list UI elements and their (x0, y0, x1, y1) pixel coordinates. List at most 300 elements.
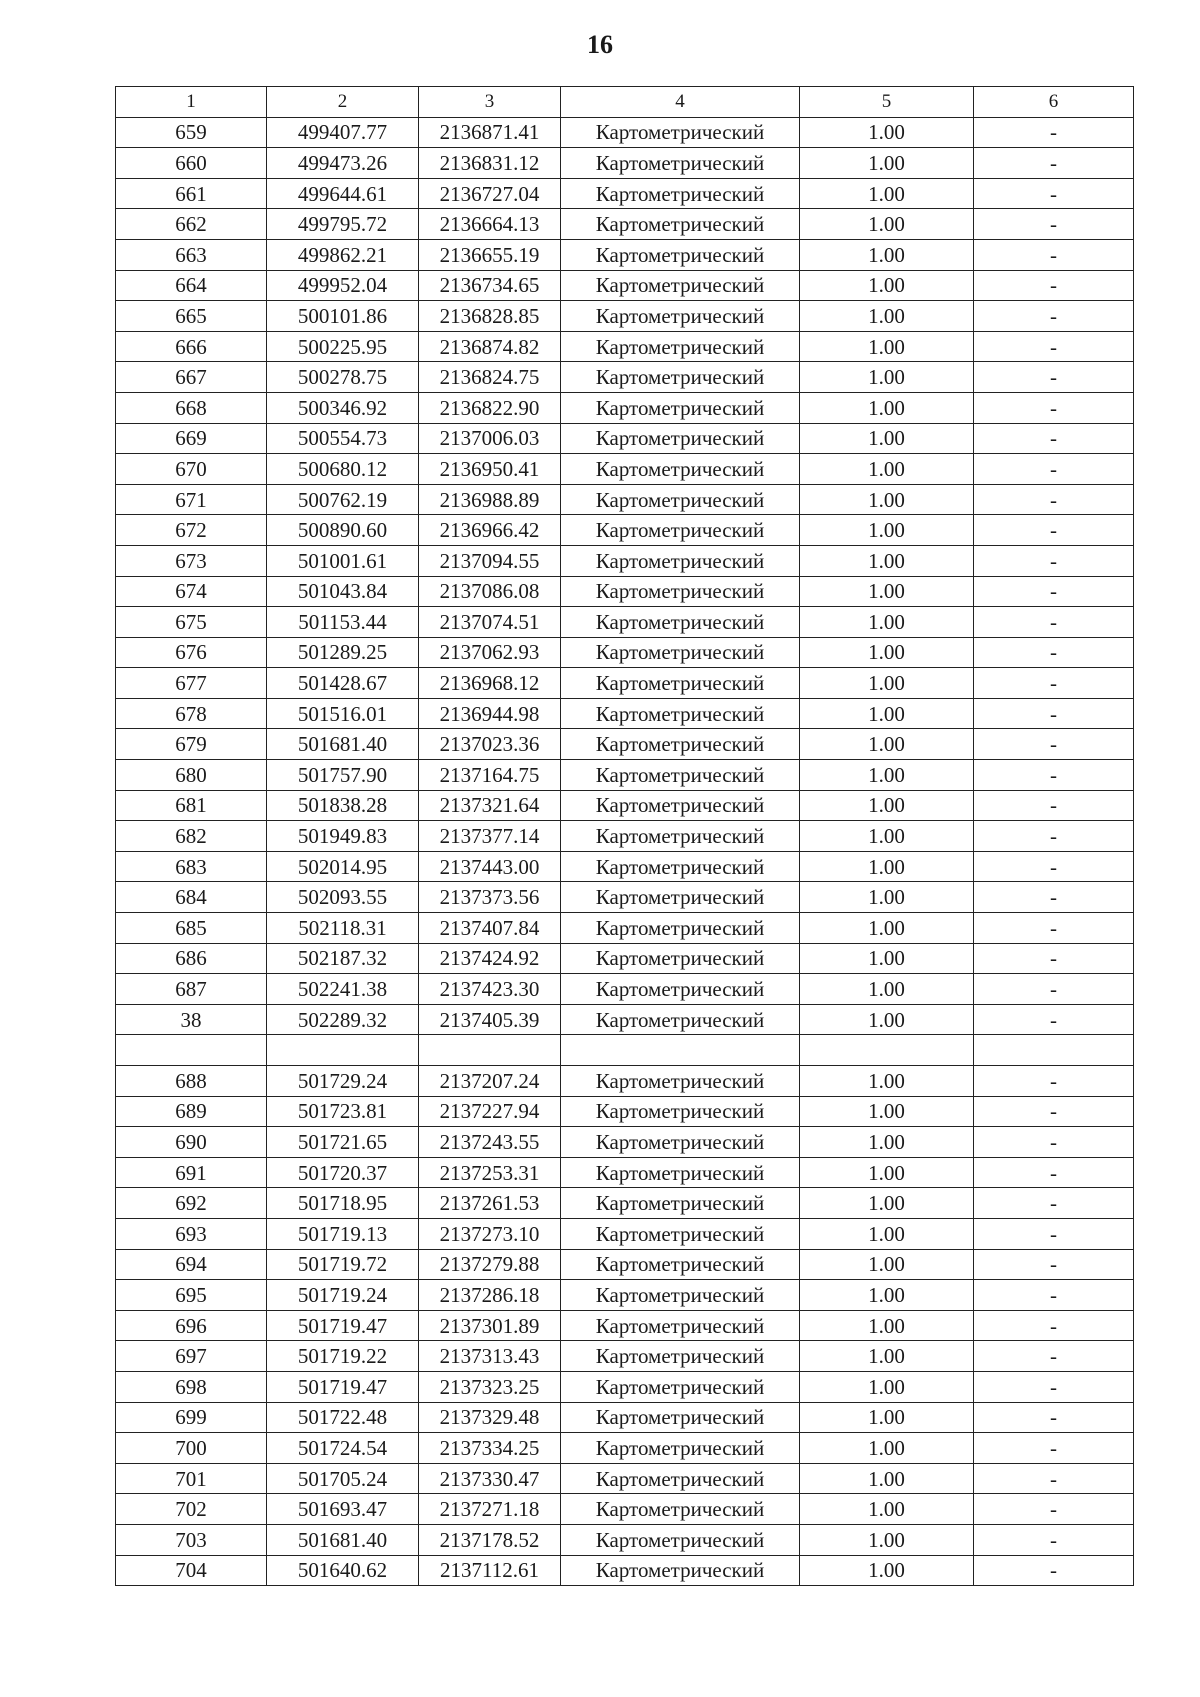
accuracy-cell: 1.00 (800, 1524, 974, 1555)
table-row (116, 1341, 1134, 1372)
accuracy-cell: 1.00 (800, 1066, 974, 1097)
y-coordinate-cell: 2137301.89 (419, 1310, 561, 1341)
x-coordinate-cell: 499952.04 (267, 270, 419, 301)
point-number-cell: 661 (116, 178, 267, 209)
description-cell: - (974, 1127, 1134, 1158)
x-coordinate-cell: 499407.77 (267, 117, 419, 148)
description-cell: - (974, 270, 1134, 301)
y-coordinate-cell: 2137074.51 (419, 607, 561, 638)
description-cell: - (974, 148, 1134, 179)
table-row (116, 760, 1134, 791)
method-cell: Картометрический (561, 515, 800, 546)
y-coordinate-cell: 2137178.52 (419, 1524, 561, 1555)
accuracy-cell: 1.00 (800, 974, 974, 1005)
point-number-cell: 695 (116, 1280, 267, 1311)
table-row (116, 1249, 1134, 1280)
table-row (116, 1280, 1134, 1311)
x-coordinate-cell: 501043.84 (267, 576, 419, 607)
x-coordinate-cell: 502014.95 (267, 851, 419, 882)
table-row (116, 1218, 1134, 1249)
accuracy-cell: 1.00 (800, 607, 974, 638)
y-coordinate-cell: 2137373.56 (419, 882, 561, 913)
method-cell: Картометрический (561, 545, 800, 576)
method-cell: Картометрический (561, 1341, 800, 1372)
table-row (116, 209, 1134, 240)
accuracy-cell: 1.00 (800, 362, 974, 393)
x-coordinate-cell: 501289.25 (267, 637, 419, 668)
method-cell: Картометрический (561, 1494, 800, 1525)
x-coordinate-cell: 501729.24 (267, 1066, 419, 1097)
x-coordinate-cell: 500762.19 (267, 484, 419, 515)
point-number-cell: 668 (116, 392, 267, 423)
y-coordinate-cell: 2137321.64 (419, 790, 561, 821)
table-row (116, 851, 1134, 882)
y-coordinate-cell: 2136950.41 (419, 454, 561, 485)
description-cell: - (974, 117, 1134, 148)
point-number-cell: 672 (116, 515, 267, 546)
y-coordinate-cell: 2137423.30 (419, 974, 561, 1005)
y-coordinate-cell: 2136874.82 (419, 331, 561, 362)
x-coordinate-cell: 501705.24 (267, 1463, 419, 1494)
point-number-cell: 674 (116, 576, 267, 607)
x-coordinate-cell: 501719.47 (267, 1310, 419, 1341)
point-number-cell: 38 (116, 1004, 267, 1035)
accuracy-cell: 1.00 (800, 1341, 974, 1372)
y-coordinate-cell: 2136944.98 (419, 698, 561, 729)
method-cell: Картометрический (561, 882, 800, 913)
y-coordinate-cell: 2137023.36 (419, 729, 561, 760)
x-coordinate-cell: 501838.28 (267, 790, 419, 821)
y-coordinate-cell: 2137279.88 (419, 1249, 561, 1280)
point-number-cell: 667 (116, 362, 267, 393)
method-cell: Картометрический (561, 1555, 800, 1586)
method-cell: Картометрический (561, 698, 800, 729)
description-cell: - (974, 484, 1134, 515)
point-number-cell: 699 (116, 1402, 267, 1433)
point-number-cell: 700 (116, 1433, 267, 1464)
method-cell: Картометрический (561, 1157, 800, 1188)
point-number-cell: 701 (116, 1463, 267, 1494)
y-coordinate-cell: 2137377.14 (419, 821, 561, 852)
description-cell: - (974, 913, 1134, 944)
accuracy-cell: 1.00 (800, 1433, 974, 1464)
method-cell: Картометрический (561, 423, 800, 454)
y-coordinate-cell: 2136831.12 (419, 148, 561, 179)
method-cell: Картометрический (561, 1463, 800, 1494)
point-number-cell: 670 (116, 454, 267, 485)
method-cell: Картометрический (561, 1280, 800, 1311)
table-row (116, 1004, 1134, 1035)
accuracy-cell: 1.00 (800, 1280, 974, 1311)
description-cell: - (974, 1341, 1134, 1372)
y-coordinate-cell: 2137405.39 (419, 1004, 561, 1035)
method-cell: Картометрический (561, 668, 800, 699)
y-coordinate-cell: 2137227.94 (419, 1096, 561, 1127)
description-cell: - (974, 576, 1134, 607)
accuracy-cell: 1.00 (800, 1371, 974, 1402)
method-cell: Картометрический (561, 637, 800, 668)
y-coordinate-cell: 2136828.85 (419, 301, 561, 332)
x-coordinate-cell: 502093.55 (267, 882, 419, 913)
description-cell: - (974, 178, 1134, 209)
method-cell: Картометрический (561, 760, 800, 791)
accuracy-cell: 1.00 (800, 760, 974, 791)
point-number-cell: 696 (116, 1310, 267, 1341)
method-cell: Картометрический (561, 484, 800, 515)
point-number-cell: 662 (116, 209, 267, 240)
accuracy-cell: 1.00 (800, 1096, 974, 1127)
accuracy-cell: 1.00 (800, 392, 974, 423)
table-row (116, 790, 1134, 821)
x-coordinate-cell: 499473.26 (267, 148, 419, 179)
point-number-cell: 660 (116, 148, 267, 179)
x-coordinate-cell: 501719.24 (267, 1280, 419, 1311)
method-cell: Картометрический (561, 913, 800, 944)
method-cell: Картометрический (561, 851, 800, 882)
description-cell: - (974, 1066, 1134, 1097)
table-row (116, 882, 1134, 913)
y-coordinate-cell: 2136664.13 (419, 209, 561, 240)
x-coordinate-cell: 501723.81 (267, 1096, 419, 1127)
y-coordinate-cell: 2136822.90 (419, 392, 561, 423)
y-coordinate-cell: 2136871.41 (419, 117, 561, 148)
x-coordinate-cell (267, 1035, 419, 1066)
x-coordinate-cell: 501693.47 (267, 1494, 419, 1525)
table-row (116, 576, 1134, 607)
table-row (116, 301, 1134, 332)
point-number-cell: 694 (116, 1249, 267, 1280)
method-cell: Картометрический (561, 209, 800, 240)
y-coordinate-cell: 2137313.43 (419, 1341, 561, 1372)
accuracy-cell: 1.00 (800, 423, 974, 454)
description-cell: - (974, 882, 1134, 913)
description-cell (974, 1035, 1134, 1066)
accuracy-cell: 1.00 (800, 148, 974, 179)
x-coordinate-cell: 501721.65 (267, 1127, 419, 1158)
table-row (116, 1402, 1134, 1433)
accuracy-cell: 1.00 (800, 668, 974, 699)
accuracy-cell: 1.00 (800, 1555, 974, 1586)
table-row (116, 392, 1134, 423)
x-coordinate-cell: 500890.60 (267, 515, 419, 546)
point-number-cell: 703 (116, 1524, 267, 1555)
point-number-cell: 686 (116, 943, 267, 974)
point-number-cell: 680 (116, 760, 267, 791)
point-number-cell: 681 (116, 790, 267, 821)
point-number-cell: 698 (116, 1371, 267, 1402)
x-coordinate-cell: 499795.72 (267, 209, 419, 240)
description-cell: - (974, 790, 1134, 821)
accuracy-cell: 1.00 (800, 1310, 974, 1341)
x-coordinate-cell: 502118.31 (267, 913, 419, 944)
table-row (116, 331, 1134, 362)
y-coordinate-cell: 2137207.24 (419, 1066, 561, 1097)
table-row (116, 1371, 1134, 1402)
table-row (116, 1494, 1134, 1525)
x-coordinate-cell: 501681.40 (267, 729, 419, 760)
point-number-cell: 665 (116, 301, 267, 332)
description-cell: - (974, 821, 1134, 852)
description-cell: - (974, 1218, 1134, 1249)
accuracy-cell: 1.00 (800, 576, 974, 607)
method-cell: Картометрический (561, 392, 800, 423)
x-coordinate-cell: 501681.40 (267, 1524, 419, 1555)
table-row (116, 1555, 1134, 1586)
description-cell: - (974, 545, 1134, 576)
accuracy-cell: 1.00 (800, 821, 974, 852)
accuracy-cell: 1.00 (800, 301, 974, 332)
table-row (116, 943, 1134, 974)
accuracy-cell: 1.00 (800, 1188, 974, 1219)
y-coordinate-cell: 2137424.92 (419, 943, 561, 974)
x-coordinate-cell: 501719.72 (267, 1249, 419, 1280)
table-row (116, 668, 1134, 699)
method-cell: Картометрический (561, 1004, 800, 1035)
accuracy-cell (800, 1035, 974, 1066)
accuracy-cell: 1.00 (800, 178, 974, 209)
x-coordinate-cell: 501640.62 (267, 1555, 419, 1586)
description-cell: - (974, 1310, 1134, 1341)
accuracy-cell: 1.00 (800, 637, 974, 668)
point-number-cell: 673 (116, 545, 267, 576)
point-number-cell: 687 (116, 974, 267, 1005)
column-header: 4 (561, 87, 800, 118)
method-cell: Картометрический (561, 1433, 800, 1464)
y-coordinate-cell (419, 1035, 561, 1066)
method-cell: Картометрический (561, 301, 800, 332)
y-coordinate-cell: 2137330.47 (419, 1463, 561, 1494)
description-cell: - (974, 1555, 1134, 1586)
column-header: 2 (267, 87, 419, 118)
accuracy-cell: 1.00 (800, 1494, 974, 1525)
description-cell: - (974, 668, 1134, 699)
point-number-cell: 679 (116, 729, 267, 760)
table-row (116, 637, 1134, 668)
y-coordinate-cell: 2136655.19 (419, 239, 561, 270)
point-number-cell: 663 (116, 239, 267, 270)
accuracy-cell: 1.00 (800, 1463, 974, 1494)
description-cell: - (974, 637, 1134, 668)
table-row (116, 545, 1134, 576)
accuracy-cell: 1.00 (800, 913, 974, 944)
y-coordinate-cell: 2137286.18 (419, 1280, 561, 1311)
accuracy-cell: 1.00 (800, 270, 974, 301)
accuracy-cell: 1.00 (800, 1157, 974, 1188)
x-coordinate-cell: 500225.95 (267, 331, 419, 362)
x-coordinate-cell: 501757.90 (267, 760, 419, 791)
x-coordinate-cell: 501718.95 (267, 1188, 419, 1219)
column-header: 6 (974, 87, 1134, 118)
point-number-cell: 693 (116, 1218, 267, 1249)
accuracy-cell: 1.00 (800, 484, 974, 515)
x-coordinate-cell: 502289.32 (267, 1004, 419, 1035)
table-row (116, 117, 1134, 148)
table-row (116, 270, 1134, 301)
x-coordinate-cell: 501516.01 (267, 698, 419, 729)
point-number-cell: 683 (116, 851, 267, 882)
description-cell: - (974, 943, 1134, 974)
description-cell: - (974, 454, 1134, 485)
point-number-cell: 664 (116, 270, 267, 301)
y-coordinate-cell: 2136824.75 (419, 362, 561, 393)
description-cell: - (974, 1371, 1134, 1402)
description-cell: - (974, 301, 1134, 332)
accuracy-cell: 1.00 (800, 1127, 974, 1158)
y-coordinate-cell: 2137329.48 (419, 1402, 561, 1433)
method-cell: Картометрический (561, 1371, 800, 1402)
point-number-cell: 671 (116, 484, 267, 515)
method-cell: Картометрический (561, 1066, 800, 1097)
table-row (116, 1127, 1134, 1158)
method-cell: Картометрический (561, 821, 800, 852)
accuracy-cell: 1.00 (800, 545, 974, 576)
point-number-cell: 697 (116, 1341, 267, 1372)
method-cell: Картометрический (561, 607, 800, 638)
y-coordinate-cell: 2137271.18 (419, 1494, 561, 1525)
table-row (116, 698, 1134, 729)
x-coordinate-cell: 501719.22 (267, 1341, 419, 1372)
description-cell: - (974, 423, 1134, 454)
accuracy-cell: 1.00 (800, 790, 974, 821)
accuracy-cell: 1.00 (800, 117, 974, 148)
table-row (116, 821, 1134, 852)
x-coordinate-cell: 501719.13 (267, 1218, 419, 1249)
method-cell: Картометрический (561, 1402, 800, 1433)
accuracy-cell: 1.00 (800, 851, 974, 882)
description-cell: - (974, 851, 1134, 882)
point-number-cell: 675 (116, 607, 267, 638)
method-cell: Картометрический (561, 178, 800, 209)
table-row (116, 1188, 1134, 1219)
table-row (116, 1096, 1134, 1127)
method-cell: Картометрический (561, 1096, 800, 1127)
method-cell: Картометрический (561, 1310, 800, 1341)
description-cell: - (974, 239, 1134, 270)
table-row (116, 1463, 1134, 1494)
y-coordinate-cell: 2136727.04 (419, 178, 561, 209)
description-cell: - (974, 1096, 1134, 1127)
accuracy-cell: 1.00 (800, 239, 974, 270)
description-cell: - (974, 515, 1134, 546)
y-coordinate-cell: 2137243.55 (419, 1127, 561, 1158)
point-number-cell: 704 (116, 1555, 267, 1586)
x-coordinate-cell: 500346.92 (267, 392, 419, 423)
y-coordinate-cell: 2137086.08 (419, 576, 561, 607)
table-row (116, 1310, 1134, 1341)
y-coordinate-cell: 2137273.10 (419, 1218, 561, 1249)
table-row (116, 148, 1134, 179)
description-cell: - (974, 362, 1134, 393)
x-coordinate-cell: 500680.12 (267, 454, 419, 485)
description-cell: - (974, 607, 1134, 638)
description-cell: - (974, 331, 1134, 362)
y-coordinate-cell: 2136734.65 (419, 270, 561, 301)
description-cell: - (974, 1433, 1134, 1464)
x-coordinate-cell: 501722.48 (267, 1402, 419, 1433)
method-cell (561, 1035, 800, 1066)
description-cell: - (974, 1494, 1134, 1525)
x-coordinate-cell: 501719.47 (267, 1371, 419, 1402)
description-cell: - (974, 1524, 1134, 1555)
table-header (116, 87, 1134, 118)
point-number-cell: 666 (116, 331, 267, 362)
description-cell: - (974, 1280, 1134, 1311)
method-cell: Картометрический (561, 331, 800, 362)
y-coordinate-cell: 2137112.61 (419, 1555, 561, 1586)
description-cell: - (974, 729, 1134, 760)
accuracy-cell: 1.00 (800, 1218, 974, 1249)
point-number-cell: 690 (116, 1127, 267, 1158)
accuracy-cell: 1.00 (800, 331, 974, 362)
method-cell: Картометрический (561, 790, 800, 821)
method-cell: Картометрический (561, 1188, 800, 1219)
description-cell: - (974, 974, 1134, 1005)
accuracy-cell: 1.00 (800, 698, 974, 729)
accuracy-cell: 1.00 (800, 454, 974, 485)
y-coordinate-cell: 2136988.89 (419, 484, 561, 515)
method-cell: Картометрический (561, 148, 800, 179)
point-number-cell (116, 1035, 267, 1066)
method-cell: Картометрический (561, 1218, 800, 1249)
table-row (116, 178, 1134, 209)
description-cell: - (974, 760, 1134, 791)
table-row (116, 913, 1134, 944)
x-coordinate-cell: 500101.86 (267, 301, 419, 332)
description-cell: - (974, 1157, 1134, 1188)
description-cell: - (974, 209, 1134, 240)
accuracy-cell: 1.00 (800, 943, 974, 974)
description-cell: - (974, 698, 1134, 729)
table-row (116, 1157, 1134, 1188)
accuracy-cell: 1.00 (800, 209, 974, 240)
x-coordinate-cell: 501724.54 (267, 1433, 419, 1464)
accuracy-cell: 1.00 (800, 729, 974, 760)
y-coordinate-cell: 2137261.53 (419, 1188, 561, 1219)
point-number-cell: 677 (116, 668, 267, 699)
description-cell: - (974, 1004, 1134, 1035)
method-cell: Картометрический (561, 1249, 800, 1280)
method-cell: Картометрический (561, 974, 800, 1005)
accuracy-cell: 1.00 (800, 1402, 974, 1433)
description-cell: - (974, 1463, 1134, 1494)
y-coordinate-cell: 2137323.25 (419, 1371, 561, 1402)
method-cell: Картометрический (561, 270, 800, 301)
table-row (116, 1035, 1134, 1066)
y-coordinate-cell: 2137062.93 (419, 637, 561, 668)
method-cell: Картометрический (561, 1127, 800, 1158)
x-coordinate-cell: 499644.61 (267, 178, 419, 209)
y-coordinate-cell: 2137253.31 (419, 1157, 561, 1188)
x-coordinate-cell: 501949.83 (267, 821, 419, 852)
column-header: 3 (419, 87, 561, 118)
y-coordinate-cell: 2137094.55 (419, 545, 561, 576)
table-row (116, 454, 1134, 485)
header-row (116, 87, 1134, 118)
accuracy-cell: 1.00 (800, 1249, 974, 1280)
x-coordinate-cell: 501720.37 (267, 1157, 419, 1188)
method-cell: Картометрический (561, 729, 800, 760)
table-row (116, 423, 1134, 454)
y-coordinate-cell: 2137006.03 (419, 423, 561, 454)
point-number-cell: 702 (116, 1494, 267, 1525)
method-cell: Картометрический (561, 362, 800, 393)
method-cell: Картометрический (561, 576, 800, 607)
coordinates-table (115, 86, 1134, 1586)
point-number-cell: 659 (116, 117, 267, 148)
x-coordinate-cell: 501153.44 (267, 607, 419, 638)
point-number-cell: 676 (116, 637, 267, 668)
point-number-cell: 682 (116, 821, 267, 852)
